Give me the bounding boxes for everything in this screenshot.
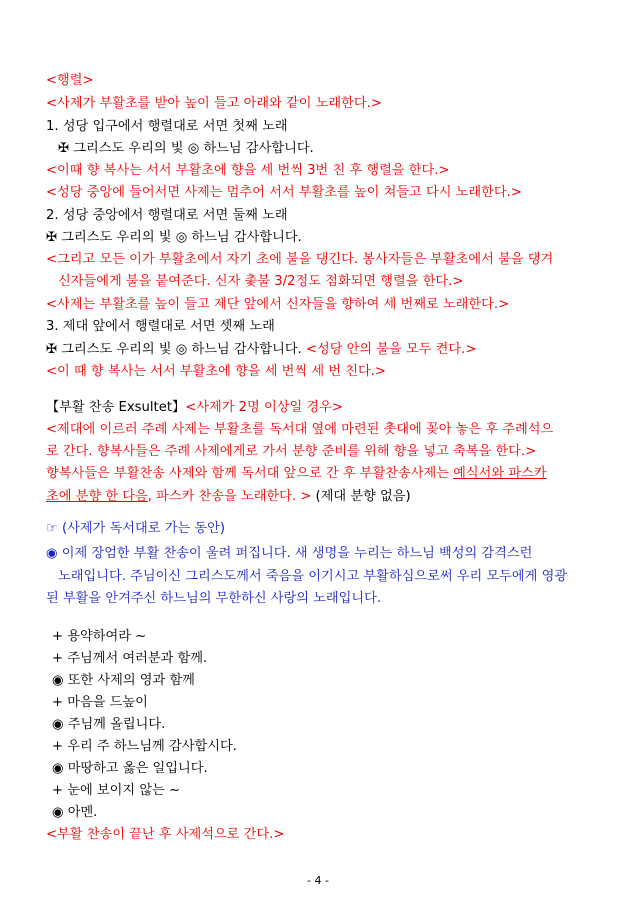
rubric-line: <그리고 모든 이가 부활초에서 자기 초에 불을 댕긴다. 봉사자들은 부활초에서 불을 댕겨 xyxy=(46,252,554,267)
acclamation-line xyxy=(46,341,594,359)
pointing-note: ☞ (사제가 독서대로 가는 동안) xyxy=(46,521,226,536)
rubric-line: <성당 중앙에 들어서면 사제는 멈추어 서서 부활초를 높이 쳐들고 다시 노래한다.> xyxy=(46,185,522,200)
underlined-text: 예식서와 파스카 xyxy=(453,466,547,481)
cross-icon: ✠ xyxy=(58,141,70,156)
rubric-line: <제대에 이르러 주례 사제는 부활초를 독서대 옆에 마련된 촛대에 꽂아 놓은 후 주례석으 xyxy=(46,422,554,437)
exsultet-title: 【부활 찬송 Exsultet】 xyxy=(46,400,186,415)
dialogue-line: + 마음을 드높이 xyxy=(52,695,148,710)
section-heading-procession: <행렬> xyxy=(46,73,94,88)
page-number: - 4 - xyxy=(307,874,329,887)
acclamation-text: 그리스도 우리의 빛 xyxy=(57,342,176,357)
rubric-text: 향복사들은 부활찬송 사제와 함께 독서대 앞으로 간 후 부활찬송사제는 xyxy=(46,466,454,481)
dialogue-line: + 용약하여라 ~ xyxy=(52,629,147,644)
song-heading: 2. 성당 중앙에서 행렬대로 서면 둘째 노래 xyxy=(46,208,288,223)
bullseye-icon: ◎ xyxy=(175,342,188,357)
underlined-text: 초에 분향 한 다음 xyxy=(46,489,148,504)
song-heading: 3. 제대 앞에서 행렬대로 서면 셋째 노래 xyxy=(46,319,275,334)
response-text: 하느님 감사합니다. xyxy=(187,230,302,245)
acclamation-line xyxy=(58,140,606,158)
bullseye-icon: ◎ xyxy=(187,141,200,156)
rubric-line: <이때 향 복사는 서서 부활초에 향을 세 번씩 3번 친 후 행렬을 한다.> xyxy=(46,163,450,178)
announcement-line: 노래입니다. 주님이신 그리스도께서 죽음을 이기시고 부활하심으로써 우리 모두에게 영광 xyxy=(58,569,568,584)
note-text: (제대 분향 없음) xyxy=(315,489,411,504)
acclamation-text: 그리스도 우리의 빛 xyxy=(69,141,188,156)
rubric-line: <사제는 부활초를 높이 들고 제단 앞에서 신자들을 향하여 세 번째로 노래한다.> xyxy=(46,297,510,312)
rubric-line: 신자들에게 불을 붙여준다. 신자 촟불 3/2정도 점화되면 행렬을 한다.> xyxy=(58,274,464,289)
announcement-line: ◉ 이제 장엄한 부활 찬송이 울려 퍼집니다. 새 생명을 누리는 하느님 백성의 감격스런 xyxy=(46,546,533,561)
section-heading-exsultet xyxy=(46,399,594,417)
dialogue-line: ◉ 아멘. xyxy=(52,805,98,820)
acclamation-line xyxy=(46,229,594,247)
response-text: 하느님 감사합니다. xyxy=(187,342,306,357)
rubric-inline: <성당 안의 불을 모두 켠다.> xyxy=(305,342,477,357)
rubric-line: <사제가 부활초를 받아 높이 들고 아래와 같이 노래한다.> xyxy=(46,96,382,111)
song-heading: 1. 성당 입구에서 행렬대로 서면 첫째 노래 xyxy=(46,119,288,134)
rubric-line: 로 간다. 향복사들은 주례 사제에게로 가서 분향 준비를 위해 향을 넣고 축복을 한다.> xyxy=(46,444,537,459)
response-text: 하느님 감사합니다. xyxy=(199,141,314,156)
rubric-line xyxy=(46,465,594,483)
rubric-line: <이 때 향 복사는 서서 부활초에 향을 세 번씩 세 번 친다.> xyxy=(46,364,386,379)
dialogue-line: + 주님께서 여러분과 함께. xyxy=(52,651,208,666)
dialogue-line: ◉ 주님께 올립니다. xyxy=(52,717,166,732)
bullseye-icon: ◎ xyxy=(175,230,188,245)
rubric-inline: <사제가 2명 이상일 경우> xyxy=(185,400,343,415)
cross-icon: ✠ xyxy=(46,342,58,357)
acclamation-text: 그리스도 우리의 빛 xyxy=(57,230,176,245)
rubric-line xyxy=(46,488,594,506)
dialogue-line: + 눈에 보이지 않는 ~ xyxy=(52,783,181,798)
announcement-line: 된 부활을 안겨주신 하느님의 무한하신 사랑의 노래입니다. xyxy=(46,591,382,606)
cross-icon: ✠ xyxy=(46,230,58,245)
rubric-line: <부활 찬송이 끝난 후 사제석으로 간다.> xyxy=(46,827,285,842)
dialogue-line: ◉ 마땅하고 옳은 일입니다. xyxy=(52,761,208,776)
dialogue-line: ◉ 또한 사제의 영과 함께 xyxy=(52,673,195,688)
rubric-text: , 파스카 찬송을 노래한다. > xyxy=(147,489,316,504)
dialogue-line: + 우리 주 하느님께 감사합시다. xyxy=(52,739,237,754)
